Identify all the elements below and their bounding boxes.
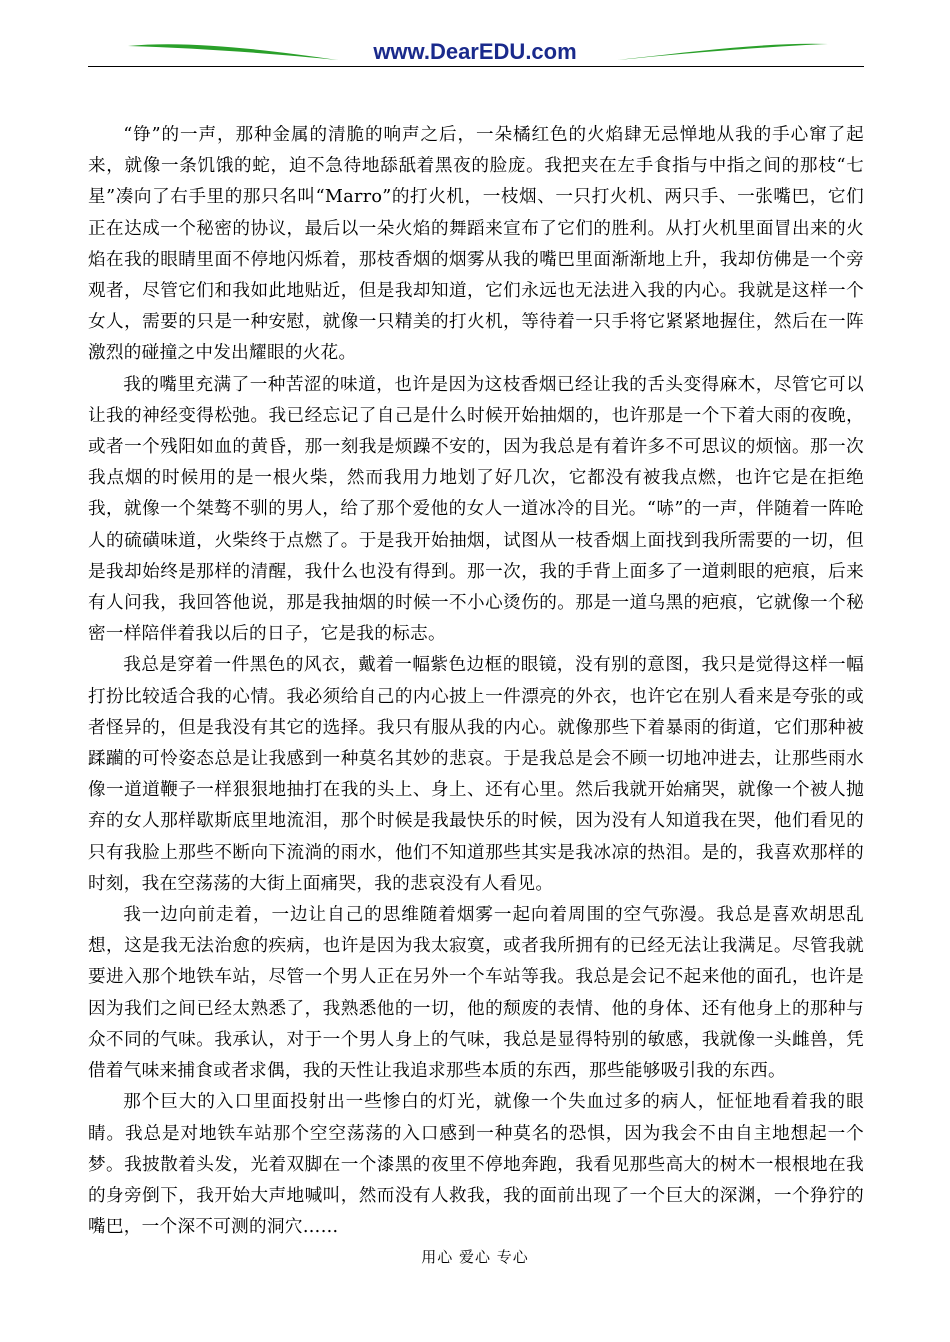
page-header xyxy=(88,30,864,70)
footer-motto: 用心 爱心 专心 xyxy=(421,1248,529,1266)
article-paragraph: 我的嘴里充满了一种苦涩的味道，也许是因为这枝香烟已经让我的舌头变得麻木，尽管它可以让我的神经变得松弛。我已经忘记了自己是什么时候开始抽烟的，也许那是一个下着大雨的夜晚，或者一个残阳如血的黄昏，那一刻我是烦躁不安的，因为我总是有着许多不可思议的烦恼。那一次我点烟的时候用的是一根火柴，然而我用力地划了好几次，它都没有被我点燃，也许它是在拒绝我，就像一个桀骜不驯的男人，给了那个爱他的女人一道冰冷的目光。“哧”的一声，伴随着一阵呛人的硫磺味道，火柴终于点燃了。于是我开始抽烟，试图从一枝香烟上面找到我所需要的一切，但是我却始终是那样的清醒，我什么也没有得到。那一次，我的手背上面多了一道刺眼的疤痕，后来有人问我，我回答他说，那是我抽烟的时候一不小心烫伤的。那是一道乌黑的疤痕，它就像一个秘密一样陪伴着我以后的日子，它是我的标志。 xyxy=(88,374,864,645)
left-swoosh-graphic xyxy=(128,44,338,60)
right-swoosh-graphic xyxy=(618,44,828,60)
site-logo xyxy=(88,30,864,70)
site-logo-text: www.DearEDU.com xyxy=(373,39,577,64)
article-paragraph: 那个巨大的入口里面投射出一些惨白的灯光，就像一个失血过多的病人，怔怔地看着我的眼睛。我总是对地铁车站那个空空荡荡的入口感到一种莫名的恐惧，因为我会不由自主地想起一个梦。我披散着头发，光着双脚在一个漆黑的夜里不停地奔跑，我看见那些高大的树木一根根地在我的身旁倒下，我开始大声地喊叫，然而没有人救我，我的面前出现了一个巨大的深渊，一个狰狞的嘴巴，一个深不可测的洞穴…… xyxy=(88,1092,864,1238)
article-body xyxy=(88,120,864,1243)
article-paragraph: “铮”的一声，那种金属的清脆的响声之后，一朵橘红色的火焰肆无忌惮地从我的手心窜了起来，就像一条饥饿的蛇，迫不急待地舔舐着黑夜的脸庞。我把夹在左手食指与中指之间的那枝“七星”凑向了右手里的那只名叫“Marro”的打火机，一枝烟、一只打火机、两只手、一张嘴巴，它们正在达成一个秘密的协议，最后以一朵火焰的舞蹈来宣布了它们的胜利。从打火机里面冒出来的火焰在我的眼睛里面不停地闪烁着，那枝香烟的烟雾从我的嘴巴里面渐渐地上升，我却仿佛是一个旁观者，尽管它们和我如此地贴近，但是我却知道，它们永远也无法进入我的内心。我就是这样一个女人，需要的只是一种安慰，就像一只精美的打火机，等待着一只手将它紧紧地握住，然后在一阵激烈的碰撞之中发出耀眼的火花。 xyxy=(88,125,864,364)
header-divider xyxy=(88,66,864,67)
article-paragraph: 我一边向前走着，一边让自己的思维随着烟雾一起向着周围的空气弥漫。我总是喜欢胡思乱想，这是我无法治愈的疾病，也许是因为我太寂寞，或者我所拥有的已经无法让我满足。尽管我就要进入那个地铁车站，尽管一个男人正在另外一个车站等我。我总是会记不起来他的面孔，也许是因为我们之间已经太熟悉了，我熟悉他的一切，他的颓废的表情、他的身体、还有他身上的那种与众不同的气味。我承认，对于一个男人身上的气味，我总是显得特别的敏感，我就像一头雌兽，凭借着气味来捕食或者求偶，我的天性让我追求那些本质的东西，那些能够吸引我的东西。 xyxy=(88,905,864,1082)
article-paragraph: 我总是穿着一件黑色的风衣，戴着一幅紫色边框的眼镜，没有别的意图，我只是觉得这样一幅打扮比较适合我的心情。我必须给自己的内心披上一件漂亮的外衣，也许它在别人看来是夸张的或者怪异的，但是我没有其它的选择。我只有服从我的内心。就像那些下着暴雨的街道，它们那种被蹂躏的可怜姿态总是让我感到一种莫名其妙的悲哀。于是我总是会不顾一切地冲进去，让那些雨水像一道道鞭子一样狠狠地抽打在我的头上、身上、还有心里。然后我就开始痛哭，就像一个被人抛弃的女人那样歇斯底里地流泪，那个时候是我最快乐的时候，因为没有人知道我在哭，他们看见的只有我脸上那些不断向下流淌的雨水，他们不知道那些其实是我冰凉的热泪。是的，我喜欢那样的时刻，我在空荡荡的大街上面痛哭，我的悲哀没有人看见。 xyxy=(88,655,864,894)
